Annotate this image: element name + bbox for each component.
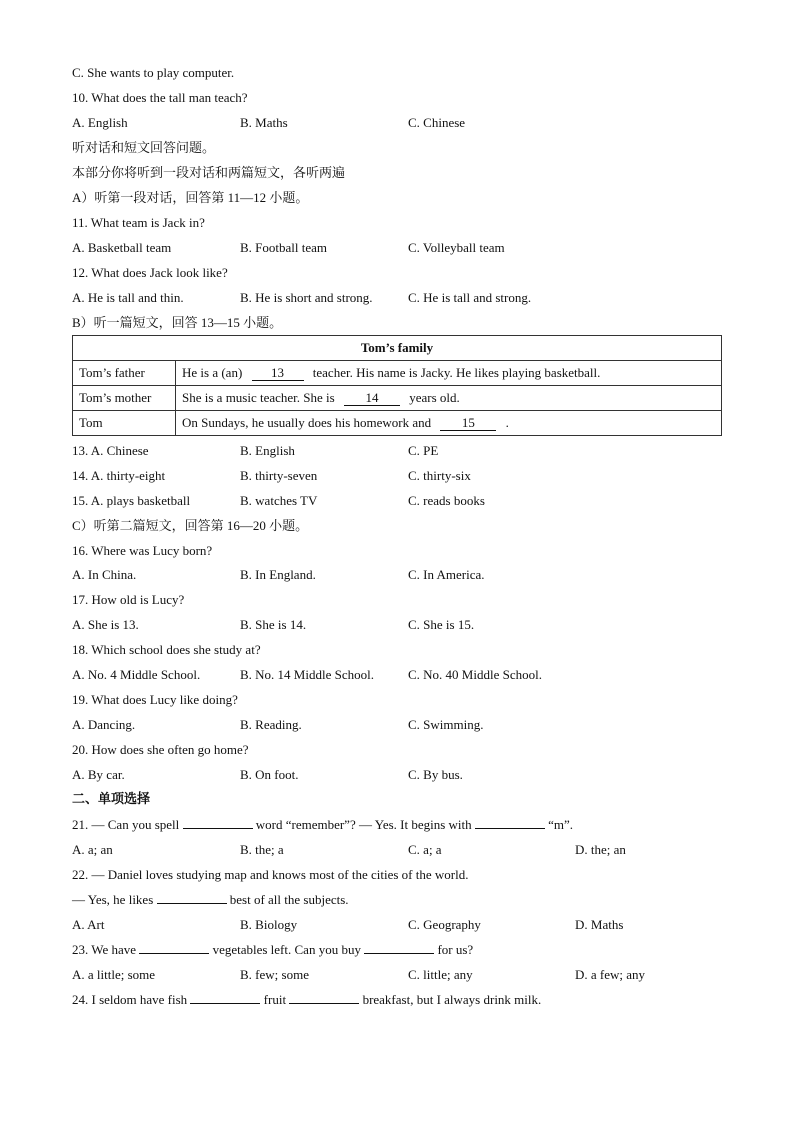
- q19-question: 19. What does Lucy like doing?: [72, 692, 238, 707]
- q11-option-b: B. Football team: [240, 240, 328, 255]
- q13-option-a: 13. A. Chinese: [72, 443, 149, 458]
- q22-question: 22. — Daniel loves studying map and knows most of the cities of the world.: [72, 867, 469, 882]
- q18-question: 18. Which school does she study at?: [72, 642, 261, 657]
- q21-text-1: 21. — Can you spell: [72, 817, 180, 832]
- q14-option-b: B. thirty-seven: [240, 468, 318, 483]
- q24-text-1: 24. I seldom have fish: [72, 992, 188, 1007]
- cell-text-after: years old.: [409, 390, 460, 405]
- q22-blank[interactable]: [157, 903, 227, 904]
- q15-option-b: B. watches TV: [240, 493, 318, 508]
- q12-option-c: C. He is tall and strong.: [408, 290, 532, 305]
- q13-option-b: B. English: [240, 443, 295, 458]
- q21-blank-1[interactable]: [183, 828, 253, 829]
- cell-text-before: She is a music teacher. She is: [182, 390, 335, 405]
- q10-option-a: A. English: [72, 115, 128, 130]
- section-2-heading: 二、单项选择: [72, 792, 151, 807]
- q21-option-b: B. the; a: [240, 842, 284, 857]
- q10-question: 10. What does the tall man teach?: [72, 90, 248, 105]
- q23-option-b: B. few; some: [240, 967, 309, 982]
- q18-option-c: C. No. 40 Middle School.: [408, 667, 542, 682]
- q11-option-a: A. Basketball team: [72, 240, 172, 255]
- cell-text-before: On Sundays, he usually does his homework and: [182, 415, 432, 430]
- table-cell-person: Tom’s father: [73, 361, 176, 386]
- q22-option-b: B. Biology: [240, 917, 298, 932]
- q22-text-1: — Yes, he likes: [72, 892, 154, 907]
- cell-text-after: teacher. His name is Jacky. He likes playing basketball.: [312, 365, 601, 380]
- q17-option-a: A. She is 13.: [72, 617, 139, 632]
- q20-option-c: C. By bus.: [408, 767, 463, 782]
- q17-option-b: B. She is 14.: [240, 617, 307, 632]
- table-cell-description: [176, 361, 722, 386]
- cell-text-after: .: [505, 415, 509, 430]
- q22-text-2: best of all the subjects.: [229, 892, 349, 907]
- q24-text-2: fruit: [263, 992, 287, 1007]
- table-row: [73, 361, 722, 386]
- q9-option-c: C. She wants to play computer.: [72, 65, 235, 80]
- q23-option-c: C. little; any: [408, 967, 473, 982]
- table-cell-description: [176, 411, 722, 436]
- q16-question: 16. Where was Lucy born?: [72, 543, 213, 558]
- q12-question: 12. What does Jack look like?: [72, 265, 228, 280]
- q21-option-c: C. a; a: [408, 842, 442, 857]
- q10-option-c: C. Chinese: [408, 115, 466, 130]
- q23-text-2: vegetables left. Can you buy: [212, 942, 361, 957]
- q23-text-3: for us?: [437, 942, 474, 957]
- q23-question: [72, 942, 473, 958]
- part-a-heading: A）听第一段对话，回答第 11—12 小题。: [72, 190, 309, 205]
- q24-blank-1[interactable]: [190, 1003, 260, 1004]
- q23-blank-1[interactable]: [139, 953, 209, 954]
- q20-option-a: A. By car.: [72, 767, 125, 782]
- table-row: [73, 386, 722, 411]
- q24-text-3: breakfast, but I always drink milk.: [362, 992, 542, 1007]
- q24-blank-2[interactable]: [289, 1003, 359, 1004]
- part-c-heading: C）听第二篇短文，回答第 16—20 小题。: [72, 518, 309, 533]
- q21-blank-2[interactable]: [475, 828, 545, 829]
- blank-14[interactable]: 14: [344, 391, 400, 406]
- q16-option-a: A. In China.: [72, 567, 137, 582]
- q23-option-d: D. a few; any: [575, 967, 646, 982]
- q11-question: 11. What team is Jack in?: [72, 215, 205, 230]
- q19-option-a: A. Dancing.: [72, 717, 136, 732]
- q16-option-b: B. In England.: [240, 567, 316, 582]
- q17-option-c: C. She is 15.: [408, 617, 475, 632]
- q16-option-c: C. In America.: [408, 567, 485, 582]
- q22-option-a: A. Art: [72, 917, 105, 932]
- q22-option-d: D. Maths: [575, 917, 624, 932]
- q22-option-c: C. Geography: [408, 917, 481, 932]
- q21-question: [72, 817, 573, 833]
- table-cell-person: Tom’s mother: [73, 386, 176, 411]
- q21-option-a: A. a; an: [72, 842, 113, 857]
- q23-text-1: 23. We have: [72, 942, 137, 957]
- q14-option-c: C. thirty-six: [408, 468, 471, 483]
- q12-option-b: B. He is short and strong.: [240, 290, 373, 305]
- listening-section-title: 听对话和短文回答问题。: [72, 140, 216, 155]
- q15-option-c: C. reads books: [408, 493, 485, 508]
- table-cell-person: Tom: [73, 411, 176, 436]
- table-row: [73, 411, 722, 436]
- q17-question: 17. How old is Lucy?: [72, 592, 185, 607]
- listening-instructions: 本部分你将听到一段对话和两篇短文，各听两遍: [72, 165, 346, 180]
- q20-option-b: B. On foot.: [240, 767, 299, 782]
- q11-option-c: C. Volleyball team: [408, 240, 505, 255]
- q21-option-d: D. the; an: [575, 842, 626, 857]
- q20-question: 20. How does she often go home?: [72, 742, 249, 757]
- table-cell-description: [176, 386, 722, 411]
- q19-option-b: B. Reading.: [240, 717, 302, 732]
- q15-option-a: 15. A. plays basketball: [72, 493, 191, 508]
- q22-response: [72, 892, 349, 908]
- table-title: Tom’s family: [73, 336, 722, 361]
- q24-question: [72, 992, 541, 1008]
- q12-option-a: A. He is tall and thin.: [72, 290, 184, 305]
- q13-option-c: C. PE: [408, 443, 439, 458]
- blank-13[interactable]: 13: [252, 366, 304, 381]
- q10-option-b: B. Maths: [240, 115, 288, 130]
- cell-text-before: He is a (an): [182, 365, 243, 380]
- q18-option-a: A. No. 4 Middle School.: [72, 667, 201, 682]
- blank-15[interactable]: 15: [440, 416, 496, 431]
- toms-family-table: [72, 335, 722, 436]
- q23-blank-2[interactable]: [364, 953, 434, 954]
- q21-text-3: “m”.: [548, 817, 574, 832]
- q14-option-a: 14. A. thirty-eight: [72, 468, 166, 483]
- q19-option-c: C. Swimming.: [408, 717, 484, 732]
- q21-text-2: word “remember”? — Yes. It begins with: [255, 817, 472, 832]
- q18-option-b: B. No. 14 Middle School.: [240, 667, 374, 682]
- q23-option-a: A. a little; some: [72, 967, 156, 982]
- part-b-heading: B）听一篇短文，回答 13—15 小题。: [72, 315, 283, 330]
